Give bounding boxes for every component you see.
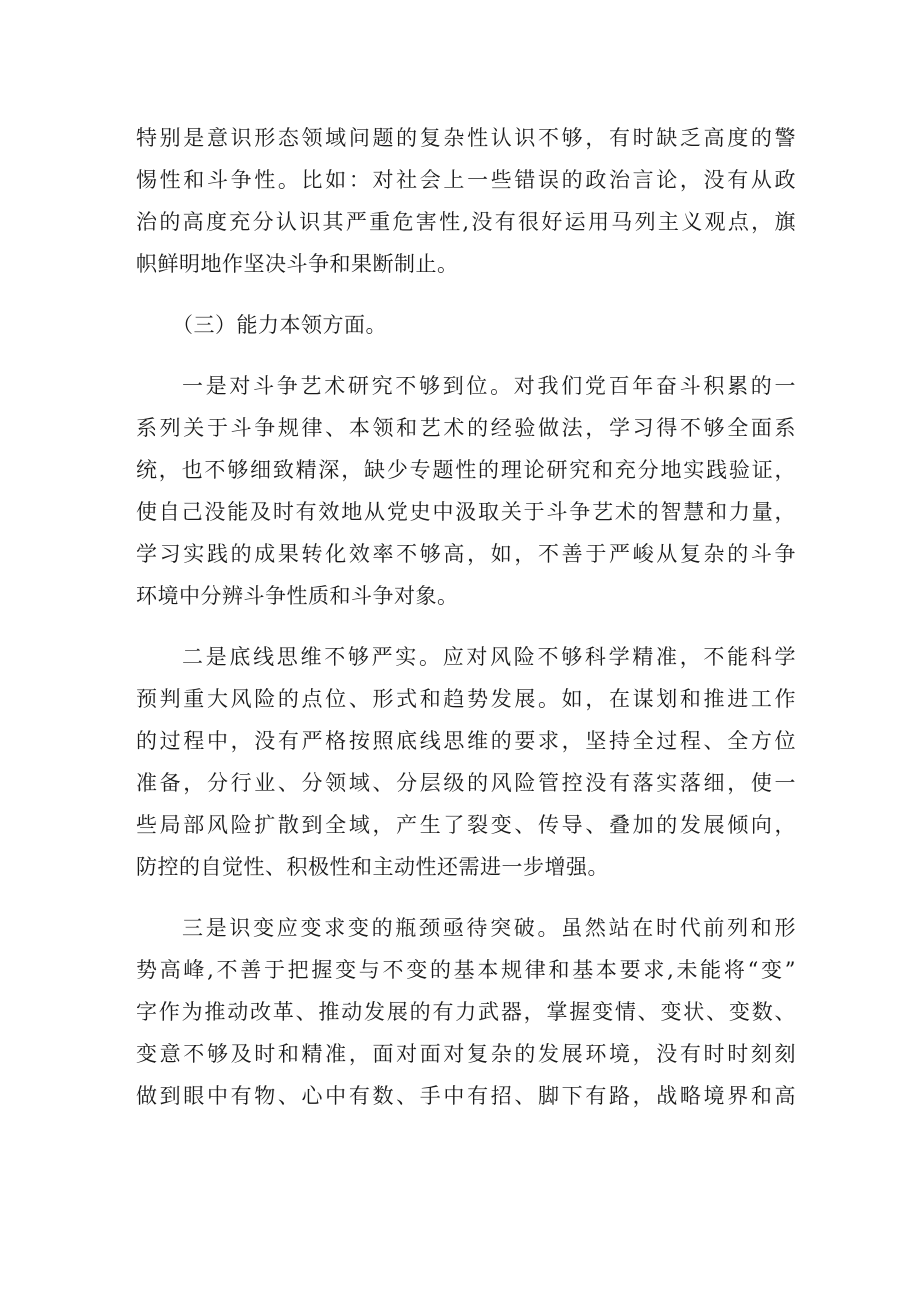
text-line: 特别是意识形态领域问题的复杂性认识不够，有时缺乏高度的警 [136, 126, 796, 150]
text-line: 帜鲜明地作坚决斗争和果断制止。 [136, 252, 459, 276]
text-line: 系列关于斗争规律、本领和艺术的经验做法，学习得不够全面系 [136, 416, 796, 440]
text-line: 预判重大风险的点位、形式和趋势发展。如，在谋划和推进工作 [136, 687, 796, 711]
text-line: 学习实践的成果转化效率不够高，如，不善于严峻从复杂的斗争 [136, 542, 796, 566]
text-line: 些局部风险扩散到全域，产生了裂变、传导、叠加的发展倾向， [136, 813, 796, 837]
paragraph-change [136, 907, 796, 1117]
text-line: 准备，分行业、分领域、分层级的风险管控没有落实落细，使一 [136, 771, 796, 795]
paragraph-struggle-art [136, 365, 796, 617]
section-heading-text: （三）能力本领方面。 [172, 313, 387, 337]
text-line: 做到眼中有物、心中有数、手中有招、脚下有路，战略境界和高 [136, 1084, 796, 1108]
text-line: 统，也不够细致精深，缺少专题性的理论研究和充分地实践验证， [136, 458, 796, 482]
text-line: 字作为推动改革、推动发展的有力武器，掌握变情、变状、变数、 [136, 1000, 796, 1024]
text-line: 防控的自觉性、积极性和主动性还需进一步增强。 [136, 855, 609, 879]
text-line: 势高峰,不善于把握变与不变的基本规律和基本要求,未能将“变” [136, 958, 796, 982]
text-line: 变意不够及时和精准，面对面对复杂的发展环境，没有时时刻刻 [136, 1042, 796, 1066]
paragraph-bottom-line [136, 636, 796, 888]
text-line: 三是识变应变求变的瓶颈亟待突破。虽然站在时代前列和形 [182, 916, 796, 940]
text-line: 惕性和斗争性。比如：对社会上一些错误的政治言论，没有从政 [136, 168, 796, 192]
text-line: 二是底线思维不够严实。应对风险不够科学精准，不能科学 [182, 645, 796, 669]
text-line: 一是对斗争艺术研究不够到位。对我们党百年奋斗积累的一 [182, 374, 796, 398]
text-line: 环境中分辨斗争性质和斗争对象。 [136, 584, 459, 608]
paragraph-ideology [136, 117, 796, 285]
document-body [136, 117, 796, 1117]
text-line: 的过程中，没有严格按照底线思维的要求，坚持全过程、全方位 [136, 729, 796, 753]
text-line: 使自己没能及时有效地从党史中汲取关于斗争艺术的智慧和力量， [136, 500, 796, 524]
section-heading [136, 304, 796, 346]
text-line: 治的高度充分认识其严重危害性,没有很好运用马列主义观点，旗 [136, 210, 796, 234]
